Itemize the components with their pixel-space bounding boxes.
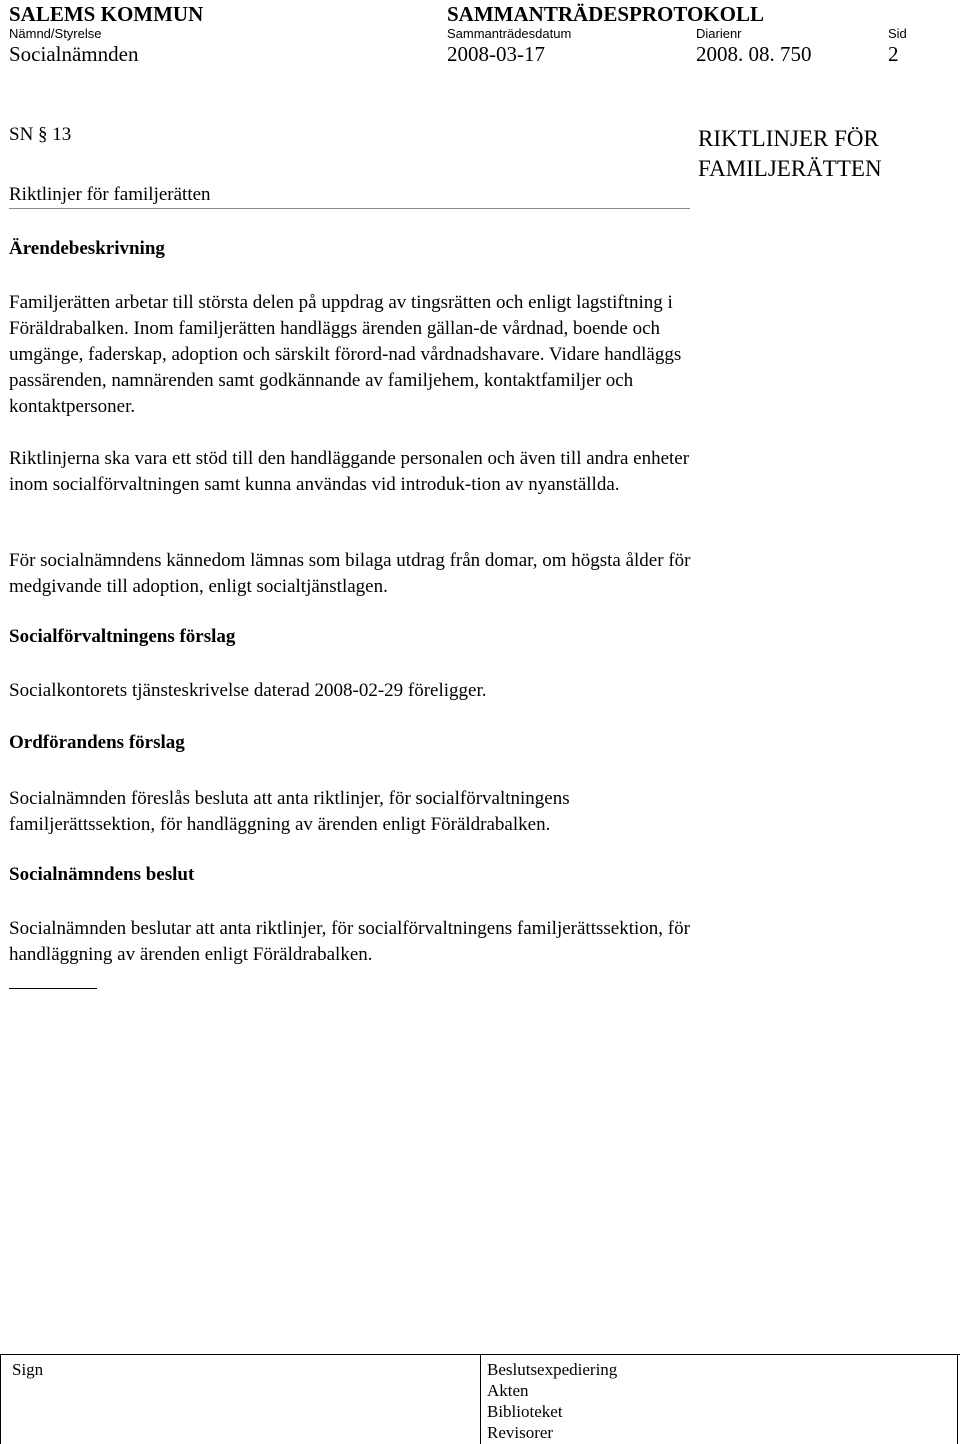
- date-value: 2008-03-17: [447, 42, 545, 66]
- end-rule: [9, 988, 97, 989]
- distribution-item: Akten: [487, 1381, 529, 1400]
- org-name: SALEMS KOMMUN: [9, 2, 204, 26]
- page-label: Sid: [888, 26, 907, 41]
- decision-text: Socialnämnden beslutar att anta riktlinjer, för socialförvaltningens familjerättssektion, för handläggning av ärenden enligt Föräldrabalken.: [9, 918, 690, 965]
- admin-proposal-heading: Socialförvaltningens förslag: [9, 626, 236, 647]
- page-value: 2: [888, 42, 899, 66]
- date-label: Sammanträdesdatum: [447, 26, 572, 41]
- case-subject: Riktlinjer för familjerätten: [9, 184, 211, 205]
- description-heading: Ärendebeskrivning: [9, 238, 165, 259]
- footer-divider: [480, 1354, 481, 1444]
- doc-type: SAMMANTRÄDESPROTOKOLL: [447, 2, 764, 26]
- description-paragraph-2: Riktlinjerna ska vara ett stöd till den handläggande personalen och även till andra enheter inom socialförvaltningen samt kunna användas vid introduk-tion av nyanställda.: [9, 448, 690, 495]
- admin-proposal-text: Socialkontorets tjänsteskrivelse daterad 2008-02-29 föreligger.: [9, 680, 487, 701]
- footer-left-border: [0, 1354, 1, 1444]
- description-paragraph-1: Familjerätten arbetar till största delen på uppdrag av tingsrätten och enligt lagstiftning i Föräldrabalken. Inom familjerätten handläggs ärenden gällan-de vårdnad, boende och umgänge, faderskap, adoption och särskilt förord-nad vårdnadshavare. Vidare handläggs passärenden, namnärenden samt godkännande av familjehem, kontaktfamiljer och kontaktpersoner.: [9, 292, 682, 417]
- reg-value: 2008. 08. 750: [696, 42, 812, 66]
- reg-label: Diarienr: [696, 26, 742, 41]
- footer-right-border: [957, 1354, 958, 1444]
- distribution-item: Revisorer: [487, 1423, 554, 1442]
- board-label: Nämnd/Styrelse: [9, 26, 102, 41]
- decision-heading: Socialnämndens beslut: [9, 864, 195, 885]
- paragraph-id: SN § 13: [9, 124, 72, 145]
- chair-proposal-text: Socialnämnden föreslås besluta att anta riktlinjer, för socialförvaltningens familjerättssektion, för handläggning av ärenden enligt Föräldrabalken.: [9, 788, 570, 835]
- subject-underline: [9, 208, 690, 209]
- case-title: RIKTLINJER FÖR FAMILJERÄTTEN: [698, 126, 882, 181]
- board-value: Socialnämnden: [9, 42, 139, 66]
- distribution-item: Biblioteket: [487, 1402, 563, 1421]
- description-paragraph-3: För socialnämndens kännedom lämnas som bilaga utdrag från domar, om högsta ålder för medgivande till adoption, enligt socialtjänstlagen.: [9, 550, 691, 597]
- sign-label: Sign: [12, 1360, 44, 1379]
- chair-proposal-heading: Ordförandens förslag: [9, 732, 185, 753]
- distribution-item: Beslutsexpediering: [487, 1360, 618, 1379]
